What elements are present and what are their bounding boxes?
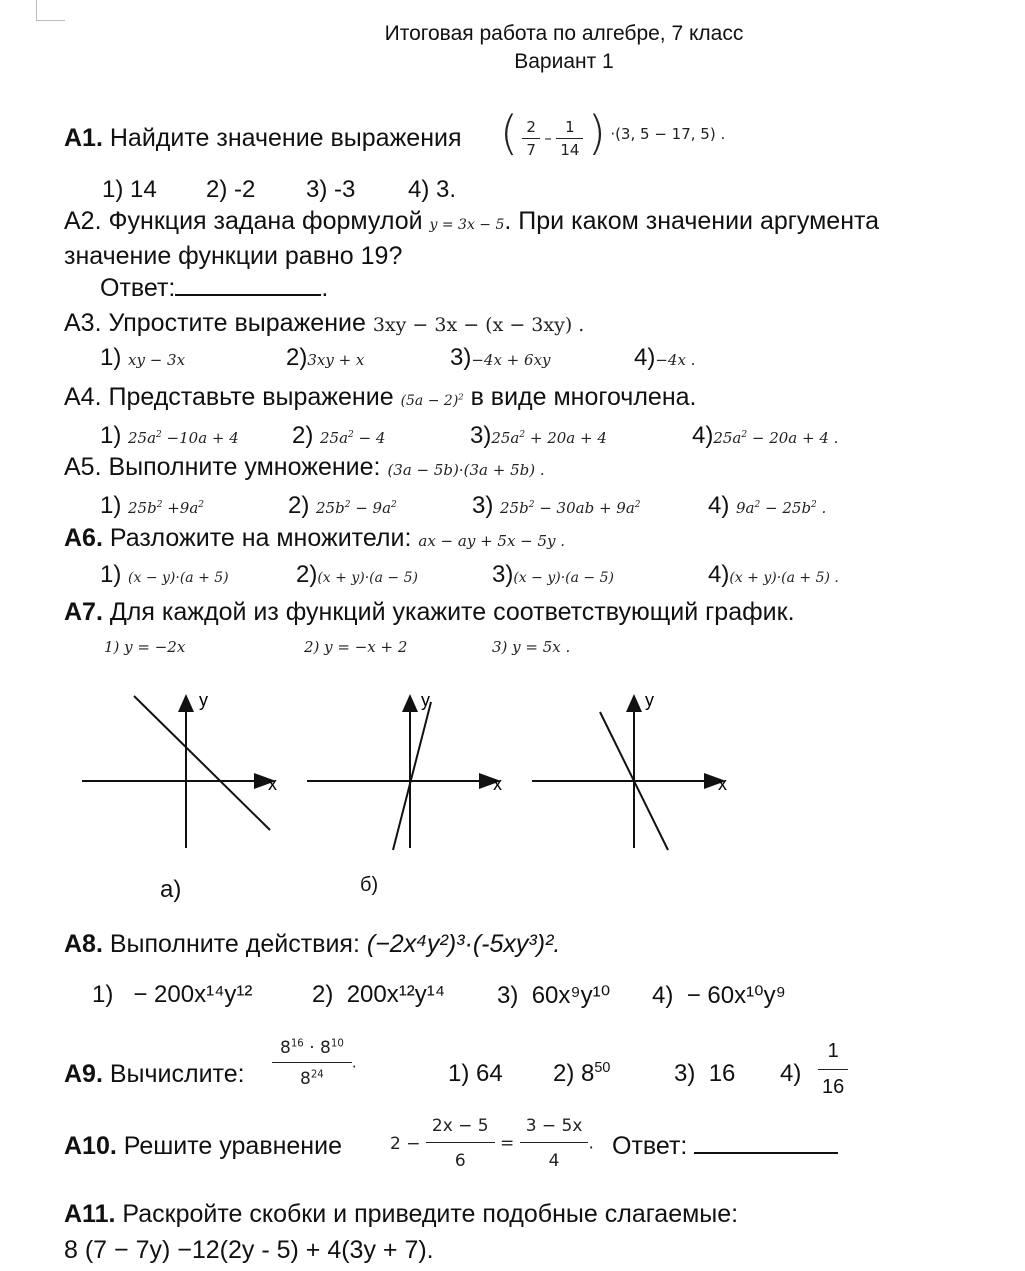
expression: ax − ay + 5x − 5y . [418, 532, 566, 550]
paren-right: ) [587, 106, 606, 160]
answer-option: 1) xy − 3x [100, 344, 186, 371]
a1-expression: ( $\frac{2}{7}$ – $\frac{1}{14}$ ) ·(3, 5 − 17, 5) . [500, 106, 726, 160]
answer-option: 2) $8^{50}$ [553, 1060, 611, 1087]
x-axis-label: x [268, 774, 277, 794]
answer-option: 1) (x − y)·(a + 5) [100, 561, 229, 588]
question-number: А7. [64, 598, 103, 626]
answer-option: 2) 200x¹²y¹⁴ [312, 981, 446, 1008]
y-axis-arrow-icon [402, 694, 418, 712]
answer-option: 3)−4x + 6xy [450, 344, 551, 371]
question-number: А1. [64, 124, 103, 152]
fraction: $\frac{2}{7}$ [522, 118, 540, 159]
fraction: $\frac{1}{14}$ [556, 118, 583, 159]
question-text: Разложите на множители: [109, 524, 412, 552]
page-title: Итоговая работа по алгебре, 7 класс [384, 22, 744, 45]
y-axis-label: y [199, 690, 208, 710]
answer-option: 1) $25a^2 -10a + 4$ [100, 422, 239, 449]
a11-expression: 8 (7 − 7y) −12(2y - 5) + 4(3y + 7). [64, 1236, 434, 1264]
function-1: 1) y = −2x [104, 638, 186, 656]
answer-option: 2) -2 [206, 176, 256, 203]
answer-blank[interactable] [694, 1152, 838, 1154]
graph-label-b: б) [360, 874, 379, 896]
question-a7 [64, 598, 795, 627]
answer-option: 3) 60x⁹y¹⁰ [497, 982, 611, 1009]
question-number: А4 [64, 383, 95, 411]
question-number: А9. [64, 1060, 103, 1088]
question-number: А3 [64, 309, 95, 337]
function-2: 2) y = −x + 2 [304, 638, 408, 656]
answer-option: 1) − 200x¹⁴y¹² [92, 981, 253, 1008]
answer-option: 4)(x + y)·(a + 5) . [708, 561, 839, 588]
page-corner-mark [36, 0, 65, 21]
question-text: Найдите значение выражения [109, 124, 462, 152]
expression: (−2x⁴y²)³·(-5xy³)². [366, 930, 561, 958]
question-text: Функция задана формулой [108, 207, 423, 235]
expression: $(5a - 2)^2$ [400, 391, 464, 409]
question-a3 [64, 309, 584, 338]
function-line [134, 696, 270, 830]
x-axis-label: x [718, 774, 727, 794]
question-a10 [64, 1132, 342, 1161]
graph-a [78, 688, 283, 853]
answer-option: 1) 14 [102, 176, 157, 203]
graph-c [528, 688, 733, 853]
answer-option: 3)(x − y)·(a − 5) [492, 561, 614, 588]
question-text: Выполните действия: [109, 930, 360, 958]
variant-title: Вариант 1 [514, 50, 614, 73]
answer-option: 4) 3. [408, 176, 457, 203]
question-number: А8. [64, 930, 103, 958]
question-a11 [64, 1200, 738, 1229]
function-line [393, 702, 431, 850]
answer-blank[interactable] [175, 294, 321, 296]
function-3: 3) y = 5x . [492, 638, 571, 656]
question-text: Для каждой из функций укажите соответствующий график. [109, 598, 795, 626]
formula: y = 3x − 5 [429, 217, 505, 233]
expression: 3xy − 3x − (x − 3xy) . [372, 314, 585, 336]
question-number: А10. [64, 1132, 117, 1160]
answer-option: 1) 64 [448, 1060, 503, 1087]
question-number: А6. [64, 524, 103, 552]
answer-line: Ответ: . [100, 274, 329, 302]
answer-option: 4) [780, 1060, 802, 1087]
question-text-line2: значение функции равно 19? [64, 242, 403, 270]
answer-option: 3) -3 [306, 176, 356, 203]
y-axis-arrow-icon [178, 694, 194, 712]
question-number: А5 [64, 453, 95, 481]
question-text: . Представьте выражение [94, 383, 394, 411]
expression: (3a − 5b)·(3a + 5b) . [387, 461, 545, 479]
answer-option: 4)−4x . [634, 344, 696, 371]
answer-line: Ответ: [612, 1132, 838, 1161]
question-text: . Выполните умножение: [94, 453, 381, 481]
y-axis-arrow-icon [626, 694, 642, 712]
question-a2: А2. Функция задана формулой y = 3x − 5. При каком значении аргумента [64, 207, 880, 235]
a10-equation: 2 − $\frac{2x - 5}{6}$ = $\frac{3 - 5x}{4}$ . [390, 1116, 594, 1171]
question-number: А11. [64, 1200, 116, 1228]
answer-option-fraction: $\frac{1}{16}$ [818, 1040, 848, 1099]
y-axis-label: y [421, 690, 430, 710]
answer-option: 2)3xy + x [286, 344, 365, 371]
question-text: Вычислите: [109, 1060, 245, 1088]
y-axis-label: y [645, 690, 654, 710]
question-a6 [64, 524, 565, 553]
paren-left: ( [500, 106, 518, 160]
answer-option: $3)25a^2 + 20a + 4$ [470, 422, 607, 449]
question-a9 [64, 1060, 245, 1089]
answer-option: 3) $25b^2 - 30ab + 9a^2$ [472, 492, 641, 519]
question-text: Решите уравнение [123, 1132, 342, 1160]
graph-b [303, 688, 508, 853]
answer-option: $4)25a^2 - 20a + 4$ . [692, 422, 839, 449]
question-a1 [64, 124, 462, 153]
question-a4: А4. Представьте выражение $(5a - 2)^2$ в виде многочлена. [64, 383, 697, 411]
question-a8 [64, 930, 560, 959]
answer-option: 4) $9a^2 - 25b^2$ . [708, 492, 827, 519]
answer-option: 1) $25b^2 +9a^2$ [100, 492, 205, 519]
graph-label-a: а) [160, 876, 182, 903]
answer-option: 3) 16 [674, 1060, 736, 1087]
answer-option: 2) $25a^2 - 4$ [292, 422, 386, 449]
question-a5 [64, 453, 545, 482]
question-text: Раскройте скобки и приведите подобные слагаемые: [122, 1200, 739, 1228]
a9-fraction: $\frac{8^{16} \cdot 8^{10}}{8^{24}}$ . [272, 1038, 357, 1089]
question-text: . Упростите выражение [94, 309, 366, 337]
answer-option: 2)(x + y)·(a − 5) [296, 561, 418, 588]
answer-option: 4) − 60x¹⁰y⁹ [652, 982, 786, 1009]
answer-option: 2) $25b^2 - 9a^2$ [288, 492, 397, 519]
question-number: А2 [64, 207, 95, 235]
x-axis-label: x [493, 774, 502, 794]
